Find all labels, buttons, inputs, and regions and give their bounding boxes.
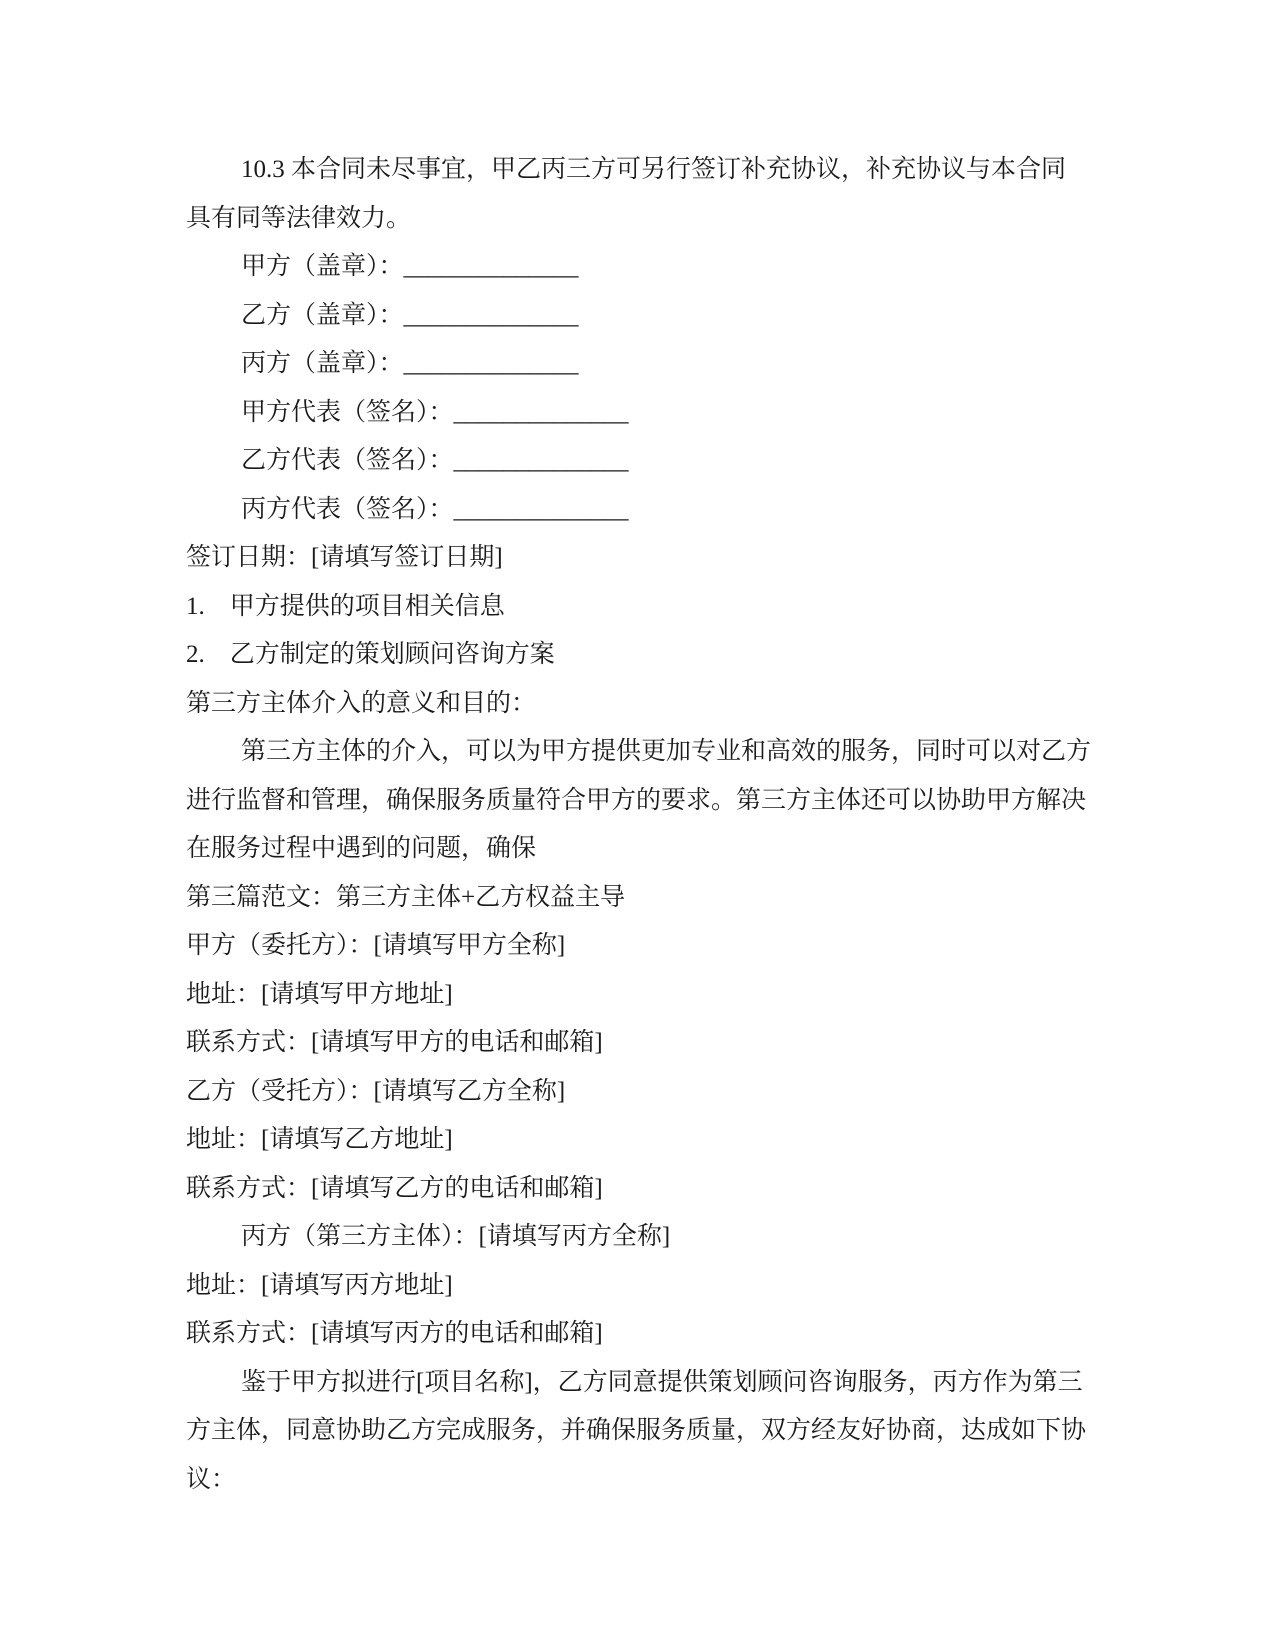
party-a-name-line: 甲方（委托方）：[请填写甲方全称] [186,932,566,959]
party-c-contact-line: 联系方式：[请填写丙方的电话和邮箱] [186,1320,603,1347]
party-b-seal-line: 乙方（盖章）：______________ [241,301,579,329]
party-b-address-line: 地址：[请填写乙方地址] [186,1126,453,1153]
clause-10-3-line-2: 具有同等法律效力。 [186,204,412,232]
party-b-name-line: 乙方（受托方）：[请填写乙方全称] [186,1077,566,1105]
party-a-seal-line: 甲方（盖章）：______________ [241,253,579,280]
party-a-representative-signature-line: 甲方代表（签名）：______________ [241,398,629,426]
party-b-representative-signature-line: 乙方代表（签名）：______________ [241,447,629,474]
party-a-address-line: 地址：[请填写甲方地址] [186,980,453,1008]
attachment-item-1: 1. 甲方提供的项目相关信息 [186,592,505,620]
third-party-purpose-para-line-2: 进行监督和管理，确保服务质量符合甲方的要求。第三方主体还可以协助甲方解决 [186,786,1087,814]
third-party-purpose-heading: 第三方主体介入的意义和目的： [186,689,537,717]
party-c-representative-signature-line: 丙方代表（签名）：______________ [241,495,629,523]
contract-text-block [186,146,1091,1504]
party-b-contact-line: 联系方式：[请填写乙方的电话和邮箱] [186,1174,603,1202]
party-c-seal-line: 丙方（盖章）：______________ [241,350,579,377]
third-template-title: 第三篇范文：第三方主体+乙方权益主导 [186,883,626,911]
whereas-clause-line-1: 鉴于甲方拟进行[项目名称]，乙方同意提供策划顾问咨询服务，丙方作为第三 [241,1368,1083,1396]
party-c-name-line: 丙方（第三方主体）：[请填写丙方全称] [241,1223,671,1250]
third-party-purpose-para-line-3: 在服务过程中遇到的问题，确保 [186,835,537,862]
party-c-address-line: 地址：[请填写丙方地址] [186,1271,453,1299]
whereas-clause-line-2: 方主体，同意协助乙方完成服务，并确保服务质量，双方经友好协商，达成如下协 [186,1417,1087,1444]
party-a-contact-line: 联系方式：[请填写甲方的电话和邮箱] [186,1029,603,1056]
whereas-clause-line-3: 议： [186,1465,237,1493]
third-party-purpose-para-line-1: 第三方主体的介入，可以为甲方提供更加专业和高效的服务，同时可以对乙方 [241,738,1092,765]
signing-date-line: 签订日期：[请填写签订日期] [186,544,503,571]
attachment-item-2: 2. 乙方制定的策划顾问咨询方案 [186,641,555,668]
clause-10-3-line-1: 10.3 本合同未尽事宜，甲乙丙三方可另行签订补充协议，补充协议与本合同 [241,156,1067,183]
